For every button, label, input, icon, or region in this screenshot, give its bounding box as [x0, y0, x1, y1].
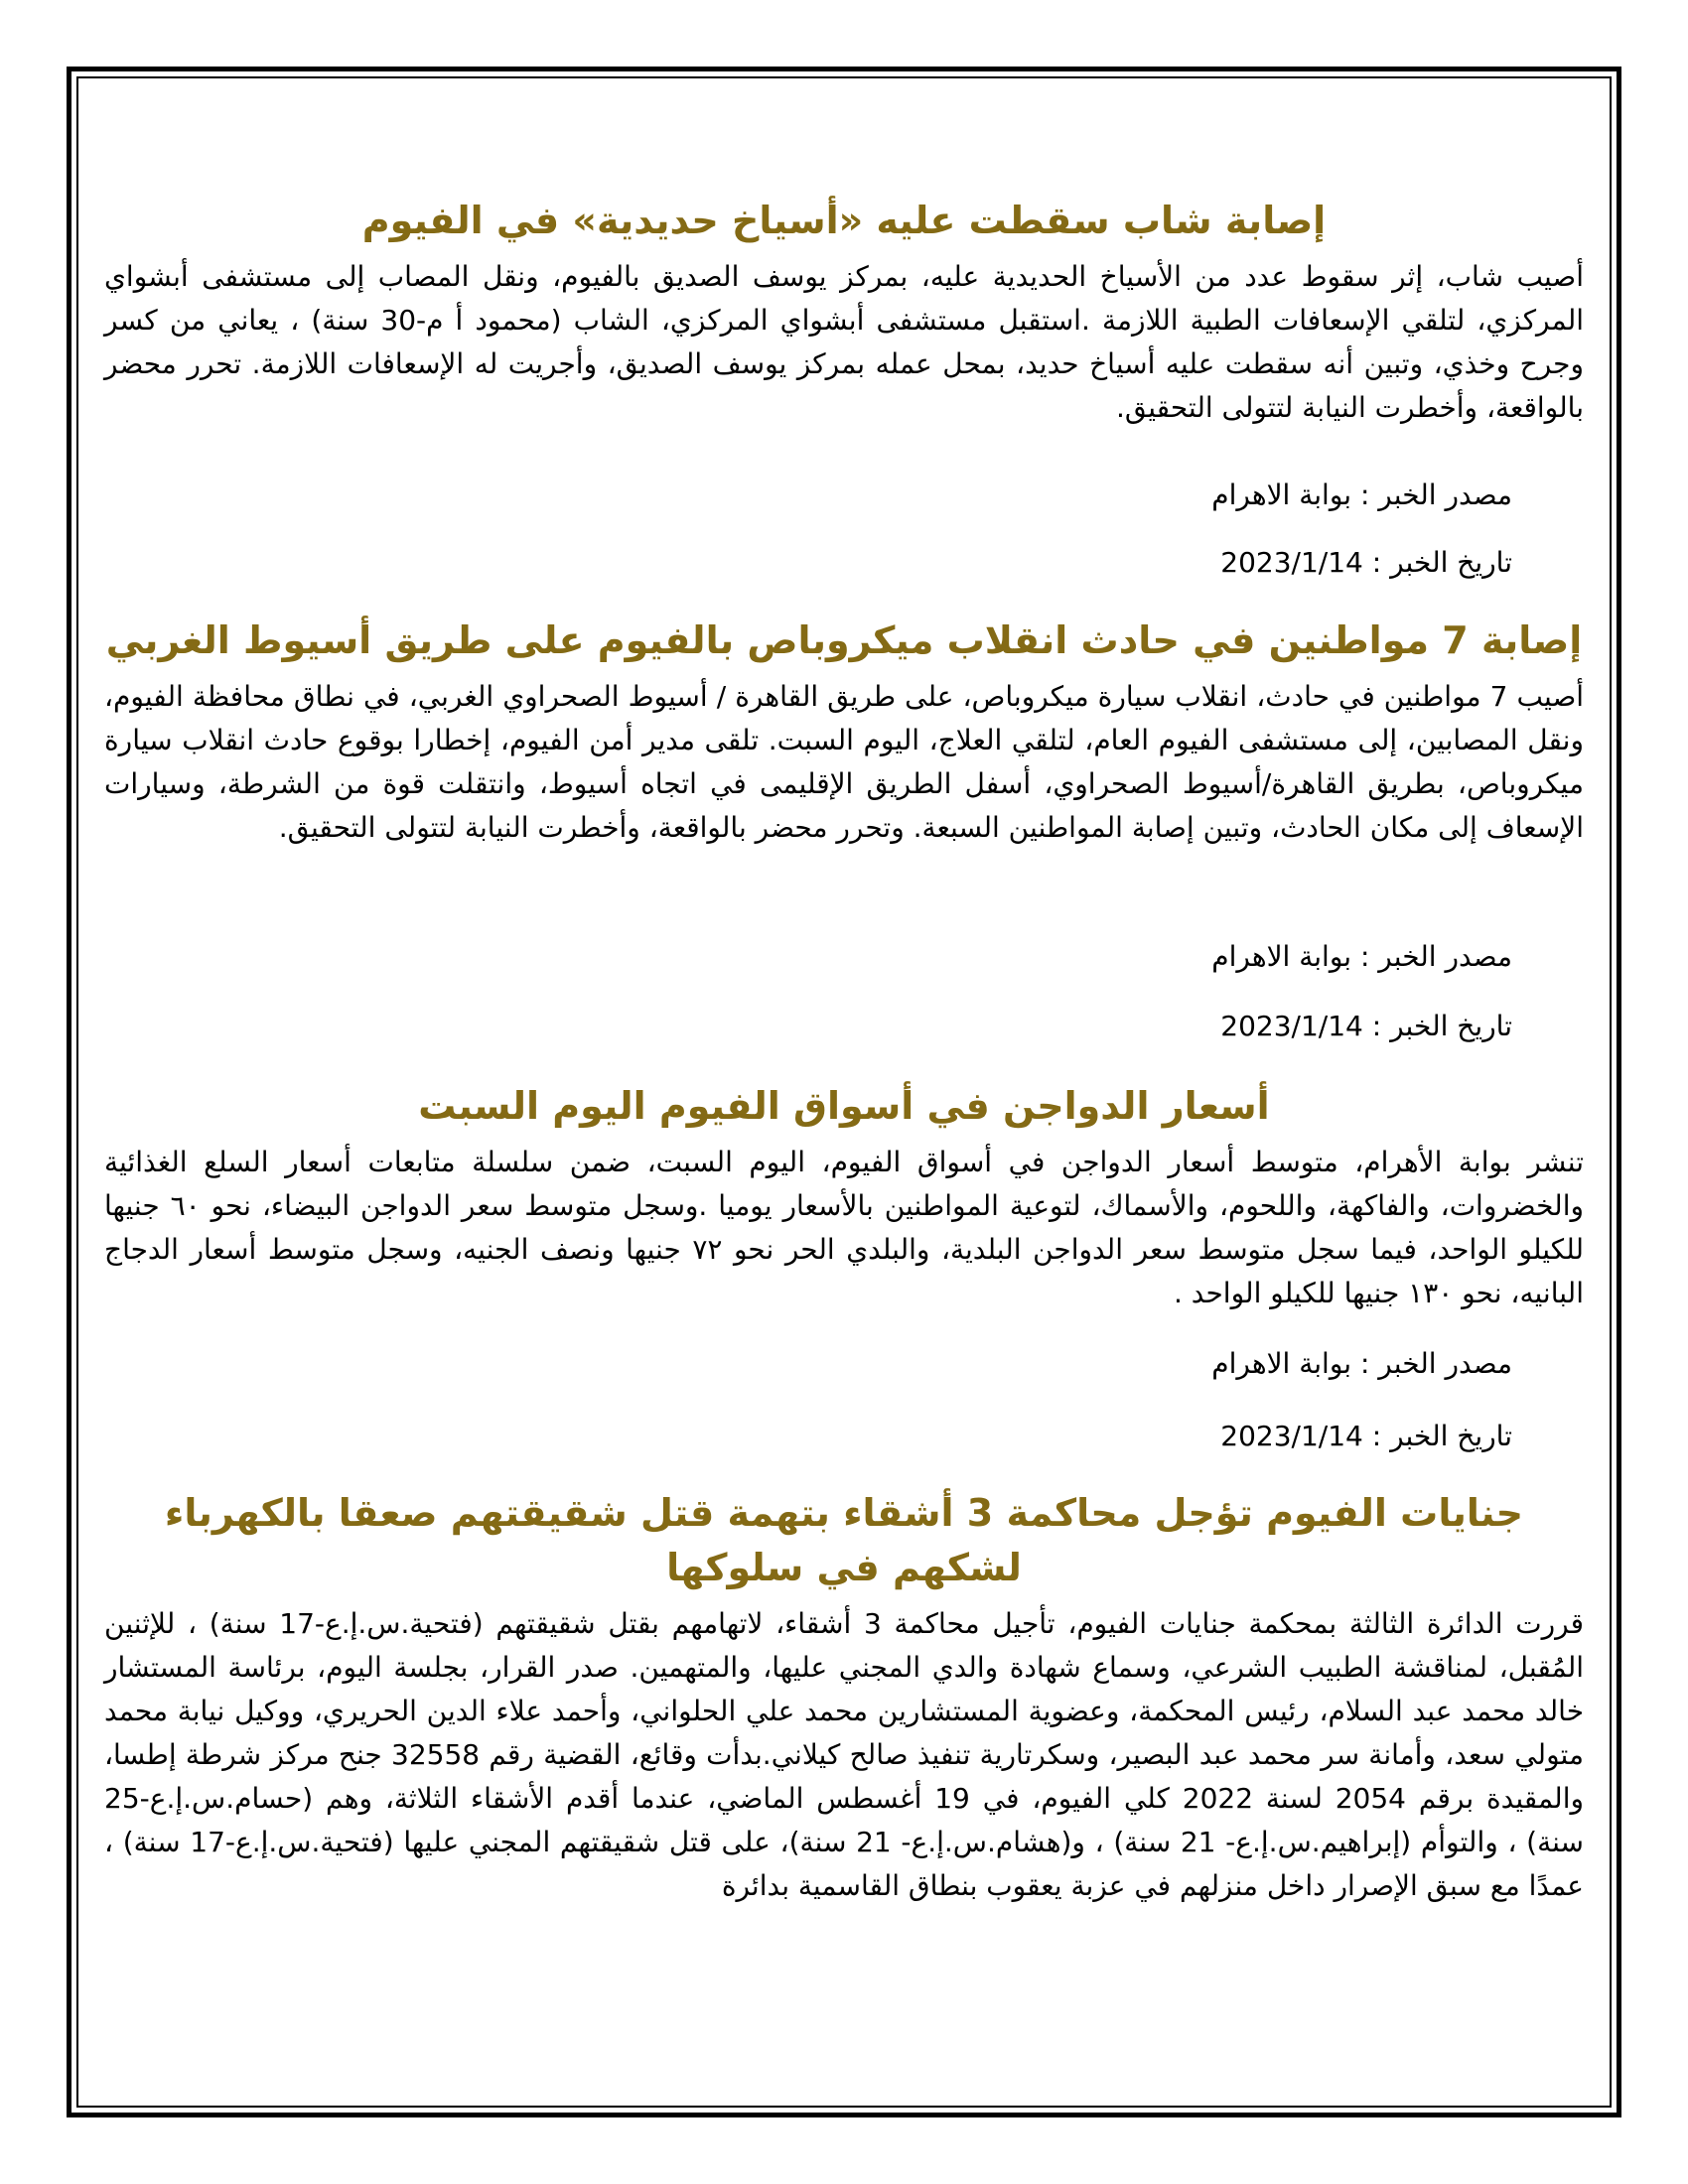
- article-date-line: تاريخ الخبر : 2023/1/14: [1220, 1420, 1512, 1452]
- article-title: إصابة شاب سقطت عليه «أسياخ حديدية» في الفيوم: [361, 199, 1327, 242]
- article-body: أصيب 7 مواطنين في حادث، انقلاب سيارة ميكروباص، على طريق القاهرة / أسيوط الصحراوي الغربي، في نطاق محافظة الفيوم، ونقل المصابين، إلى مستشفى الفيوم العام، لتلقي العلاج، اليوم السبت. تلقى مدير أمن الفيوم، إخطارا بوقوع حادث انقلاب سيارة ميكروباص، بطريق القاهرة/أسيوط الصحراوي، أسفل الطريق الإقليمى في اتجاه أسيوط، وانتقلت قوة من الشرطة، وسيارات الإسعاف إلى مكان الحادث، وتبين إصابة المواطنين السبعة. وتحرر محضر بالواقعة، وأخطرت النيابة لتتولى التحقيق.: [104, 680, 1584, 844]
- article-source-line: مصدر الخبر : بوابة الاهرام: [1211, 940, 1512, 973]
- article-body: أصيب شاب، إثر سقوط عدد من الأسياخ الحديدية عليه، بمركز يوسف الصديق بالفيوم، ونقل المصاب إلى مستشفى أبشواي المركزي، لتلقي الإسعافات الطبية اللازمة .استقبل مستشفى أبشواي المركزي، الشاب (محمود أ م-30 سنة) ، يعاني من كسر وجرح وخذي، وتبين أنه سقطت عليه أسياخ حديد، بمحل عمله بمركز يوسف الصديق، وأجريت له الإسعافات اللازمة. تحرر محضر بالواقعة، وأخطرت النيابة لتتولى التحقيق.: [104, 260, 1585, 424]
- article-source-line: مصدر الخبر : بوابة الاهرام: [1211, 1347, 1512, 1380]
- news-article-2: [104, 614, 1584, 1042]
- article-date-line: تاريخ الخبر : 2023/1/14: [1220, 546, 1512, 579]
- article-title: إصابة 7 مواطنين في حادث انقلاب ميكروباص بالفيوم على طريق أسيوط الغربي: [105, 618, 1583, 662]
- news-article-4: [104, 1486, 1584, 1908]
- article-title: أسعار الدواجن في أسواق الفيوم اليوم السبت: [418, 1084, 1270, 1128]
- article-body: تنشر بوابة الأهرام، متوسط أسعار الدواجن في أسواق الفيوم، اليوم السبت، ضمن سلسلة متابعات أسعار السلع الغذائية والخضروات، والفاكهة، واللحوم، والأسماك، لتوعية المواطنين بالأسعار يوميا .وسجل متوسط سعر الدواجن البيضاء، نحو ٦٠ جنيها للكيلو الواحد، فيما سجل متوسط سعر الدواجن البلدية، والبلدي الحر نحو ٧٢ جنيها ونصف الجنيه، وسجل متوسط أسعار الدجاج البانيه، نحو ١٣٠ جنيها للكيلو الواحد .: [104, 1146, 1584, 1309]
- news-article-1: [104, 194, 1585, 579]
- article-title: جنايات الفيوم تؤجل محاكمة 3 أشقاء بتهمة قتل شقيقتهم صعقا بالكهرباء لشكهم في سلوكها: [164, 1491, 1524, 1589]
- article-source-line: مصدر الخبر : بوابة الاهرام: [1211, 478, 1512, 511]
- article-date-line: تاريخ الخبر : 2023/1/14: [1220, 1010, 1512, 1042]
- page-content: [104, 0, 1584, 2184]
- news-article-3: [104, 1079, 1584, 1452]
- article-body: قررت الدائرة الثالثة بمحكمة جنايات الفيوم، تأجيل محاكمة 3 أشقاء، لاتهامهم بقتل شقيقتهم (فتحية.س.إ.ع-17 سنة) ، للإثنين المُقبل، لمناقشة الطبيب الشرعي، وسماع شهادة والدي المجني عليها، والمتهمين. صدر القرار، بجلسة اليوم، برئاسة المستشار خالد محمد عبد السلام، رئيس المحكمة، وعضوية المستشارين محمد علي الحلواني، وأحمد علاء الدين الحريري، ووكيل نيابة محمد متولي سعد، وأمانة سر محمد عبد البصير، وسكرتارية تنفيذ صالح كيلاني.بدأت وقائع، القضية رقم 32558 جنح مركز شرطة إطسا، والمقيدة برقم 2054 لسنة 2022 كلي الفيوم، في 19 أغسطس الماضي، عندما أقدم الأشقاء الثلاثة، وهم (حسام.س.إ.ع-25 سنة) ، والتوأم (إبراهيم.س.إ.ع- 21 سنة) ، و(هشام.س.إ.ع- 21 سنة)، على قتل شقيقتهم المجني عليها (فتحية.س.إ.ع-17 سنة) ، عمدًا مع سبق الإصرار داخل منزلهم في عزبة يعقوب بنطاق القاسمية بدائرة: [104, 1607, 1585, 1902]
